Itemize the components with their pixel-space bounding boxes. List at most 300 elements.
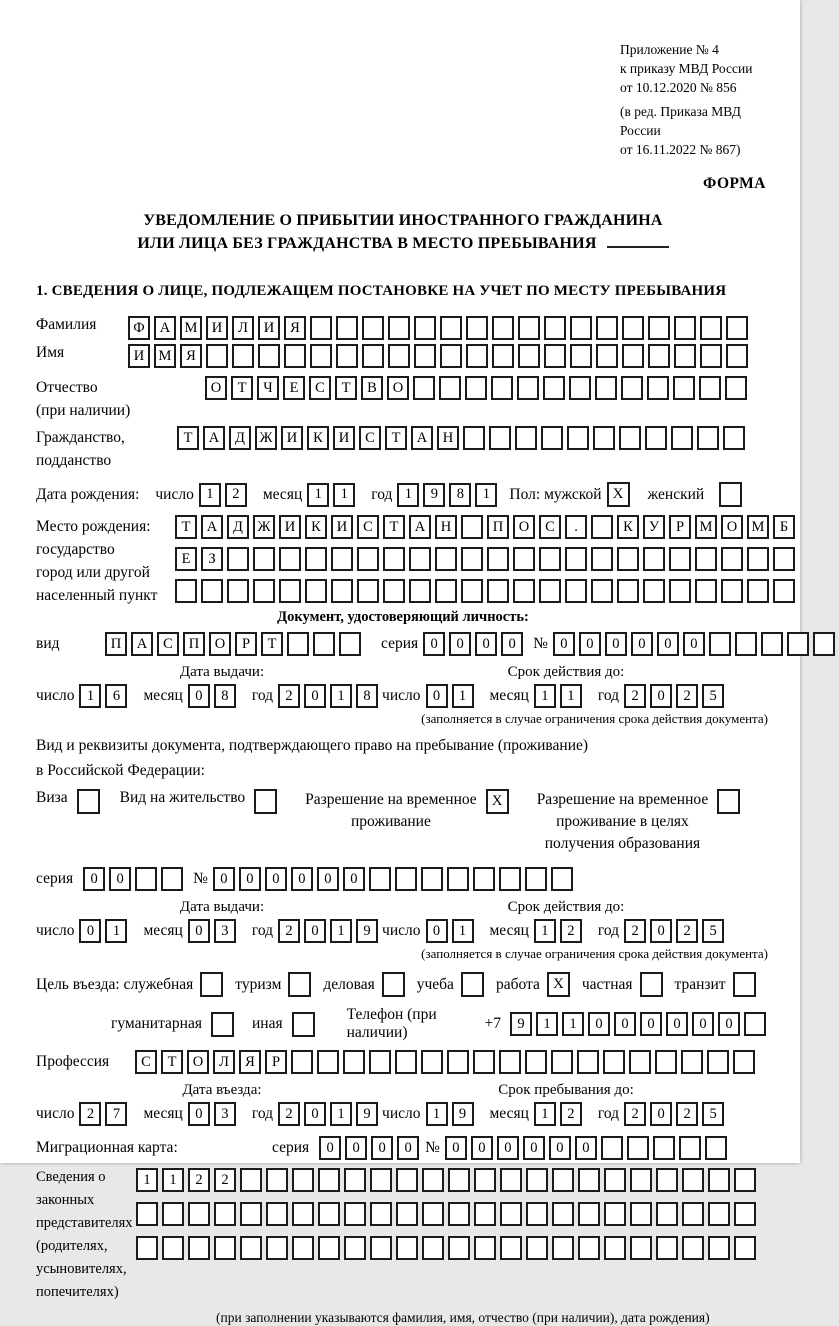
char-cell[interactable]: О	[209, 632, 231, 656]
char-cell[interactable]	[461, 515, 483, 539]
char-cell[interactable]: 1	[475, 483, 497, 507]
char-cell[interactable]	[227, 579, 249, 603]
char-cell[interactable]: И	[128, 344, 150, 368]
char-cell[interactable]: 2	[676, 1102, 698, 1126]
char-cell[interactable]	[725, 376, 747, 400]
char-cell[interactable]: 0	[83, 867, 105, 891]
char-cell[interactable]	[705, 1136, 727, 1160]
char-cell[interactable]	[544, 344, 566, 368]
char-cell[interactable]	[707, 1050, 729, 1074]
char-cell[interactable]	[671, 426, 693, 450]
char-cell[interactable]: М	[154, 344, 176, 368]
char-cell[interactable]	[499, 867, 521, 891]
char-cell[interactable]: 0	[304, 1102, 326, 1126]
char-cell[interactable]: 0	[692, 1012, 714, 1036]
char-cell[interactable]: Р	[265, 1050, 287, 1074]
char-cell[interactable]: А	[131, 632, 153, 656]
char-cell[interactable]	[422, 1168, 444, 1192]
char-cell[interactable]	[448, 1168, 470, 1192]
purpose-humanitarian-checkbox[interactable]	[211, 1012, 234, 1037]
char-cell[interactable]: Н	[437, 426, 459, 450]
purpose-study-checkbox[interactable]	[461, 972, 484, 997]
char-cell[interactable]: И	[281, 426, 303, 450]
char-cell[interactable]	[603, 1050, 625, 1074]
residence-permit-checkbox[interactable]	[254, 789, 277, 814]
char-cell[interactable]	[383, 547, 405, 571]
char-cell[interactable]: 0	[588, 1012, 610, 1036]
char-cell[interactable]	[733, 1050, 755, 1074]
char-cell[interactable]: 2	[225, 483, 247, 507]
char-cell[interactable]: К	[307, 426, 329, 450]
char-cell[interactable]	[695, 547, 717, 571]
char-cell[interactable]	[627, 1136, 649, 1160]
char-cell[interactable]	[362, 344, 384, 368]
char-cell[interactable]	[331, 547, 353, 571]
char-cell[interactable]: 0	[631, 632, 653, 656]
char-cell[interactable]	[813, 632, 835, 656]
char-cell[interactable]	[500, 1236, 522, 1260]
char-cell[interactable]	[175, 579, 197, 603]
char-cell[interactable]	[388, 316, 410, 340]
char-cell[interactable]	[214, 1202, 236, 1226]
char-cell[interactable]: Я	[284, 316, 306, 340]
char-cell[interactable]	[240, 1202, 262, 1226]
char-cell[interactable]	[565, 547, 587, 571]
char-cell[interactable]	[525, 867, 547, 891]
visa-checkbox[interactable]	[77, 789, 100, 814]
char-cell[interactable]: О	[721, 515, 743, 539]
char-cell[interactable]: Т	[383, 515, 405, 539]
temp-residence-checkbox[interactable]: X	[486, 789, 509, 814]
char-cell[interactable]	[525, 1050, 547, 1074]
char-cell[interactable]: 0	[650, 684, 672, 708]
char-cell[interactable]: Е	[175, 547, 197, 571]
char-cell[interactable]	[370, 1202, 392, 1226]
char-cell[interactable]: 6	[105, 684, 127, 708]
char-cell[interactable]	[413, 376, 435, 400]
char-cell[interactable]: А	[411, 426, 433, 450]
char-cell[interactable]: 0	[304, 919, 326, 943]
char-cell[interactable]	[421, 867, 443, 891]
char-cell[interactable]	[305, 547, 327, 571]
char-cell[interactable]: 0	[79, 919, 101, 943]
char-cell[interactable]	[240, 1236, 262, 1260]
char-cell[interactable]: 0	[343, 867, 365, 891]
char-cell[interactable]	[674, 316, 696, 340]
char-cell[interactable]	[473, 867, 495, 891]
char-cell[interactable]: 1	[562, 1012, 584, 1036]
char-cell[interactable]	[136, 1236, 158, 1260]
char-cell[interactable]: Я	[180, 344, 202, 368]
char-cell[interactable]: 0	[291, 867, 313, 891]
char-cell[interactable]	[734, 1168, 756, 1192]
char-cell[interactable]	[595, 376, 617, 400]
char-cell[interactable]: 0	[650, 919, 672, 943]
char-cell[interactable]	[463, 426, 485, 450]
char-cell[interactable]	[266, 1202, 288, 1226]
char-cell[interactable]	[645, 426, 667, 450]
char-cell[interactable]: 1	[162, 1168, 184, 1192]
char-cell[interactable]: У	[643, 515, 665, 539]
char-cell[interactable]	[369, 867, 391, 891]
char-cell[interactable]	[292, 1168, 314, 1192]
char-cell[interactable]: О	[513, 515, 535, 539]
char-cell[interactable]	[551, 867, 573, 891]
char-cell[interactable]: С	[357, 515, 379, 539]
char-cell[interactable]	[447, 867, 469, 891]
char-cell[interactable]: 0	[423, 632, 445, 656]
char-cell[interactable]: М	[747, 515, 769, 539]
char-cell[interactable]: 8	[449, 483, 471, 507]
char-cell[interactable]	[310, 316, 332, 340]
char-cell[interactable]	[773, 547, 795, 571]
char-cell[interactable]: Т	[175, 515, 197, 539]
char-cell[interactable]	[744, 1012, 766, 1036]
char-cell[interactable]	[448, 1236, 470, 1260]
char-cell[interactable]: 3	[214, 919, 236, 943]
char-cell[interactable]	[362, 316, 384, 340]
char-cell[interactable]	[474, 1202, 496, 1226]
char-cell[interactable]: 0	[445, 1136, 467, 1160]
char-cell[interactable]	[656, 1236, 678, 1260]
char-cell[interactable]	[258, 344, 280, 368]
char-cell[interactable]: 2	[278, 919, 300, 943]
char-cell[interactable]	[591, 579, 613, 603]
char-cell[interactable]: 0	[549, 1136, 571, 1160]
char-cell[interactable]: 0	[650, 1102, 672, 1126]
char-cell[interactable]	[570, 344, 592, 368]
char-cell[interactable]	[708, 1202, 730, 1226]
char-cell[interactable]: 2	[676, 919, 698, 943]
char-cell[interactable]	[344, 1168, 366, 1192]
char-cell[interactable]	[518, 344, 540, 368]
char-cell[interactable]: П	[487, 515, 509, 539]
char-cell[interactable]: 2	[278, 1102, 300, 1126]
char-cell[interactable]: Т	[177, 426, 199, 450]
char-cell[interactable]	[135, 867, 157, 891]
char-cell[interactable]: 1	[397, 483, 419, 507]
char-cell[interactable]: 1	[105, 919, 127, 943]
char-cell[interactable]: 0	[426, 919, 448, 943]
char-cell[interactable]: 7	[105, 1102, 127, 1126]
char-cell[interactable]: 2	[214, 1168, 236, 1192]
char-cell[interactable]	[435, 579, 457, 603]
char-cell[interactable]	[409, 547, 431, 571]
sex-female-checkbox[interactable]	[719, 482, 742, 507]
char-cell[interactable]: 0	[188, 684, 210, 708]
char-cell[interactable]: 2	[278, 684, 300, 708]
char-cell[interactable]: 1	[330, 684, 352, 708]
char-cell[interactable]	[787, 632, 809, 656]
char-cell[interactable]	[565, 579, 587, 603]
char-cell[interactable]	[621, 376, 643, 400]
char-cell[interactable]	[518, 316, 540, 340]
char-cell[interactable]: Р	[669, 515, 691, 539]
char-cell[interactable]	[726, 344, 748, 368]
char-cell[interactable]	[747, 579, 769, 603]
char-cell[interactable]: Е	[283, 376, 305, 400]
char-cell[interactable]	[673, 376, 695, 400]
char-cell[interactable]: Д	[227, 515, 249, 539]
char-cell[interactable]	[439, 376, 461, 400]
char-cell[interactable]	[292, 1236, 314, 1260]
char-cell[interactable]	[487, 579, 509, 603]
char-cell[interactable]	[473, 1050, 495, 1074]
char-cell[interactable]	[253, 547, 275, 571]
char-cell[interactable]	[388, 344, 410, 368]
char-cell[interactable]: З	[201, 547, 223, 571]
char-cell[interactable]: Р	[235, 632, 257, 656]
char-cell[interactable]	[622, 344, 644, 368]
char-cell[interactable]	[227, 547, 249, 571]
char-cell[interactable]: Ж	[253, 515, 275, 539]
char-cell[interactable]	[721, 547, 743, 571]
char-cell[interactable]	[569, 376, 591, 400]
char-cell[interactable]: И	[206, 316, 228, 340]
char-cell[interactable]: 0	[640, 1012, 662, 1036]
char-cell[interactable]	[539, 579, 561, 603]
char-cell[interactable]: 1	[307, 483, 329, 507]
char-cell[interactable]: 2	[624, 684, 646, 708]
char-cell[interactable]	[643, 547, 665, 571]
char-cell[interactable]	[773, 579, 795, 603]
char-cell[interactable]: С	[359, 426, 381, 450]
char-cell[interactable]: 2	[624, 919, 646, 943]
char-cell[interactable]: Б	[773, 515, 795, 539]
char-cell[interactable]: 0	[345, 1136, 367, 1160]
char-cell[interactable]: 1	[534, 684, 556, 708]
char-cell[interactable]: 0	[449, 632, 471, 656]
char-cell[interactable]	[279, 547, 301, 571]
char-cell[interactable]	[622, 316, 644, 340]
char-cell[interactable]	[629, 1050, 651, 1074]
char-cell[interactable]: 0	[666, 1012, 688, 1036]
purpose-other-checkbox[interactable]	[292, 1012, 315, 1037]
char-cell[interactable]: 2	[624, 1102, 646, 1126]
char-cell[interactable]: 0	[239, 867, 261, 891]
char-cell[interactable]	[591, 515, 613, 539]
char-cell[interactable]	[552, 1202, 574, 1226]
char-cell[interactable]	[266, 1236, 288, 1260]
char-cell[interactable]	[695, 579, 717, 603]
char-cell[interactable]: 5	[702, 919, 724, 943]
char-cell[interactable]: 1	[560, 684, 582, 708]
char-cell[interactable]	[630, 1168, 652, 1192]
char-cell[interactable]	[232, 344, 254, 368]
char-cell[interactable]	[499, 1050, 521, 1074]
purpose-work-checkbox[interactable]: X	[547, 972, 570, 997]
char-cell[interactable]: О	[205, 376, 227, 400]
char-cell[interactable]	[188, 1202, 210, 1226]
char-cell[interactable]	[708, 1236, 730, 1260]
char-cell[interactable]	[466, 316, 488, 340]
char-cell[interactable]	[492, 316, 514, 340]
char-cell[interactable]: 0	[683, 632, 705, 656]
char-cell[interactable]	[448, 1202, 470, 1226]
char-cell[interactable]: 0	[426, 684, 448, 708]
char-cell[interactable]	[567, 426, 589, 450]
char-cell[interactable]: С	[539, 515, 561, 539]
char-cell[interactable]	[447, 1050, 469, 1074]
char-cell[interactable]	[395, 1050, 417, 1074]
char-cell[interactable]: К	[305, 515, 327, 539]
char-cell[interactable]: 0	[497, 1136, 519, 1160]
char-cell[interactable]: А	[154, 316, 176, 340]
char-cell[interactable]	[357, 579, 379, 603]
char-cell[interactable]: 0	[265, 867, 287, 891]
char-cell[interactable]	[318, 1202, 340, 1226]
char-cell[interactable]	[305, 579, 327, 603]
char-cell[interactable]	[344, 1202, 366, 1226]
char-cell[interactable]: П	[105, 632, 127, 656]
char-cell[interactable]	[570, 316, 592, 340]
char-cell[interactable]	[643, 579, 665, 603]
char-cell[interactable]	[577, 1050, 599, 1074]
char-cell[interactable]: Н	[435, 515, 457, 539]
char-cell[interactable]	[136, 1202, 158, 1226]
char-cell[interactable]	[617, 579, 639, 603]
char-cell[interactable]: Т	[335, 376, 357, 400]
char-cell[interactable]: 1	[426, 1102, 448, 1126]
char-cell[interactable]: 5	[702, 684, 724, 708]
char-cell[interactable]	[343, 1050, 365, 1074]
char-cell[interactable]: 1	[534, 919, 556, 943]
sex-male-checkbox[interactable]: X	[607, 482, 630, 507]
char-cell[interactable]: 1	[199, 483, 221, 507]
char-cell[interactable]: 9	[510, 1012, 532, 1036]
char-cell[interactable]: С	[157, 632, 179, 656]
char-cell[interactable]	[596, 316, 618, 340]
temp-residence-edu-checkbox[interactable]	[717, 789, 740, 814]
char-cell[interactable]	[604, 1202, 626, 1226]
char-cell[interactable]: 2	[79, 1102, 101, 1126]
char-cell[interactable]	[414, 344, 436, 368]
char-cell[interactable]: 5	[702, 1102, 724, 1126]
char-cell[interactable]	[543, 376, 565, 400]
char-cell[interactable]	[240, 1168, 262, 1192]
char-cell[interactable]: 0	[109, 867, 131, 891]
char-cell[interactable]	[656, 1202, 678, 1226]
char-cell[interactable]	[440, 316, 462, 340]
char-cell[interactable]	[266, 1168, 288, 1192]
char-cell[interactable]	[601, 1136, 623, 1160]
char-cell[interactable]	[578, 1236, 600, 1260]
char-cell[interactable]	[336, 316, 358, 340]
char-cell[interactable]: В	[361, 376, 383, 400]
char-cell[interactable]: И	[279, 515, 301, 539]
char-cell[interactable]	[461, 547, 483, 571]
purpose-business-checkbox[interactable]	[382, 972, 405, 997]
char-cell[interactable]	[161, 867, 183, 891]
char-cell[interactable]: Ж	[255, 426, 277, 450]
char-cell[interactable]: Т	[231, 376, 253, 400]
char-cell[interactable]: Д	[229, 426, 251, 450]
char-cell[interactable]	[541, 426, 563, 450]
char-cell[interactable]: 1	[136, 1168, 158, 1192]
char-cell[interactable]	[515, 426, 537, 450]
char-cell[interactable]: 1	[333, 483, 355, 507]
char-cell[interactable]	[465, 376, 487, 400]
char-cell[interactable]	[318, 1168, 340, 1192]
char-cell[interactable]: 0	[605, 632, 627, 656]
char-cell[interactable]	[526, 1236, 548, 1260]
char-cell[interactable]	[435, 547, 457, 571]
char-cell[interactable]	[697, 426, 719, 450]
char-cell[interactable]	[396, 1236, 418, 1260]
char-cell[interactable]	[539, 547, 561, 571]
char-cell[interactable]: 2	[676, 684, 698, 708]
char-cell[interactable]	[669, 579, 691, 603]
char-cell[interactable]	[526, 1168, 548, 1192]
char-cell[interactable]	[723, 426, 745, 450]
purpose-official-checkbox[interactable]	[200, 972, 223, 997]
purpose-transit-checkbox[interactable]	[733, 972, 756, 997]
char-cell[interactable]	[422, 1202, 444, 1226]
char-cell[interactable]	[492, 344, 514, 368]
char-cell[interactable]	[292, 1202, 314, 1226]
char-cell[interactable]	[700, 344, 722, 368]
char-cell[interactable]: 8	[214, 684, 236, 708]
char-cell[interactable]: Ч	[257, 376, 279, 400]
char-cell[interactable]	[317, 1050, 339, 1074]
char-cell[interactable]	[500, 1168, 522, 1192]
char-cell[interactable]: И	[331, 515, 353, 539]
char-cell[interactable]: 0	[188, 1102, 210, 1126]
char-cell[interactable]	[648, 316, 670, 340]
char-cell[interactable]: 2	[560, 1102, 582, 1126]
char-cell[interactable]	[318, 1236, 340, 1260]
char-cell[interactable]	[593, 426, 615, 450]
char-cell[interactable]	[500, 1202, 522, 1226]
char-cell[interactable]	[544, 316, 566, 340]
char-cell[interactable]: С	[135, 1050, 157, 1074]
char-cell[interactable]	[674, 344, 696, 368]
char-cell[interactable]	[578, 1202, 600, 1226]
char-cell[interactable]: 1	[536, 1012, 558, 1036]
char-cell[interactable]	[279, 579, 301, 603]
char-cell[interactable]	[370, 1168, 392, 1192]
char-cell[interactable]	[552, 1236, 574, 1260]
char-cell[interactable]	[721, 579, 743, 603]
char-cell[interactable]	[414, 316, 436, 340]
char-cell[interactable]	[440, 344, 462, 368]
char-cell[interactable]	[655, 1050, 677, 1074]
char-cell[interactable]	[489, 426, 511, 450]
purpose-private-checkbox[interactable]	[640, 972, 663, 997]
char-cell[interactable]	[339, 632, 361, 656]
char-cell[interactable]	[708, 1168, 730, 1192]
char-cell[interactable]: Я	[239, 1050, 261, 1074]
char-cell[interactable]	[700, 316, 722, 340]
char-cell[interactable]: 1	[452, 684, 474, 708]
char-cell[interactable]: 0	[614, 1012, 636, 1036]
char-cell[interactable]: 1	[452, 919, 474, 943]
char-cell[interactable]: 8	[356, 684, 378, 708]
char-cell[interactable]: Ф	[128, 316, 150, 340]
char-cell[interactable]	[409, 579, 431, 603]
char-cell[interactable]	[162, 1236, 184, 1260]
char-cell[interactable]: 0	[304, 684, 326, 708]
char-cell[interactable]	[552, 1168, 574, 1192]
char-cell[interactable]	[487, 547, 509, 571]
char-cell[interactable]	[682, 1168, 704, 1192]
char-cell[interactable]	[513, 547, 535, 571]
char-cell[interactable]	[604, 1236, 626, 1260]
char-cell[interactable]	[331, 579, 353, 603]
char-cell[interactable]: 1	[330, 1102, 352, 1126]
char-cell[interactable]: 2	[560, 919, 582, 943]
char-cell[interactable]: 0	[317, 867, 339, 891]
